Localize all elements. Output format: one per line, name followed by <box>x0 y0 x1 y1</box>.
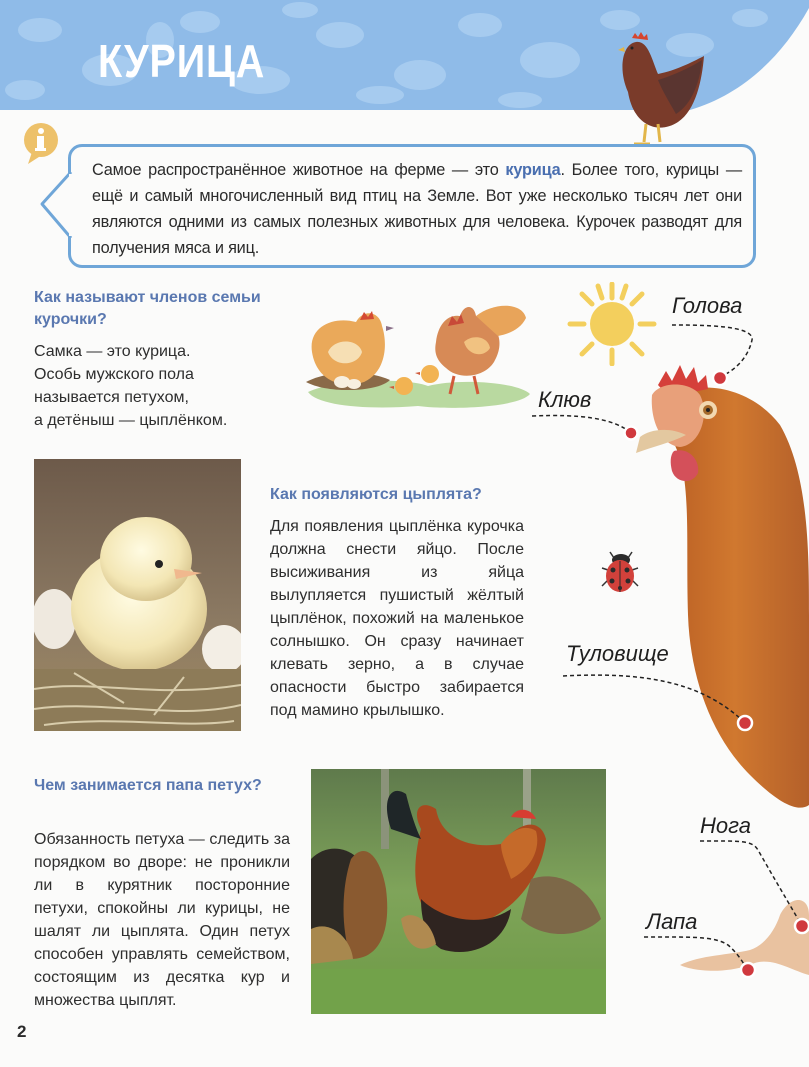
hen-photo <box>600 355 809 995</box>
body-line: называется петухом, <box>34 389 189 406</box>
callout-tail <box>38 168 78 248</box>
label-body: Туловище <box>566 641 669 666</box>
sun-icon <box>566 282 658 366</box>
page-title: КУРИЦА <box>98 35 266 87</box>
section-title-chicks-appear: Как появляются цыплята? <box>270 486 482 503</box>
label-head: Голова <box>672 293 743 318</box>
info-icon <box>22 122 60 168</box>
page-number: 2 <box>17 1022 27 1041</box>
section-title-rooster-role: Чем занимается папа петух? <box>34 777 262 794</box>
section-body-rooster-role: Обязанность петуха — следить за порядком во дворе: не проникли ли в курятник посторонние петухи, спокойны ли курицы, не шалят ли цыплята. Один петух способен управлять семейством, состоящим из десятка кур и множества цыплят. <box>34 831 290 1009</box>
chicken-family-illustration <box>298 282 534 412</box>
body-line: Самка — это курица. <box>34 343 191 360</box>
body-line: Особь мужского пола <box>34 366 194 383</box>
body-line: а детёныш — цыплёнком. <box>34 412 228 429</box>
label-leg: Нога <box>700 813 751 838</box>
intro-text-end: . Более того, курицы — ещё и самый многочисленный вид птиц на Земле. Вот уже несколько тысяч лет они являются одними из самых полезных животных для человека. Курочек разводят для получения мяса и яиц. <box>92 161 743 257</box>
label-paw: Лапа <box>646 909 698 934</box>
intro-highlight-word: курица <box>505 161 561 179</box>
rooster-and-hens-photo <box>311 769 606 1014</box>
chick-photo <box>34 459 241 731</box>
section-body-family-names <box>34 340 274 432</box>
section-title-family-names: Как называют членов семьи курочки? <box>34 289 261 328</box>
intro-text <box>92 157 742 261</box>
intro-text-start: Самое распространённое животное на ферме — это <box>92 161 506 179</box>
section-body-chicks-appear: Для появления цыплёнка курочка должна снести яйцо. После высиживания из яйца вылупляется пушистый жёлтый цыплёнок, похожий на маленькое солнышко. Он сразу начинает клевать зерно, а в случае опасности быстро забирается под мамино крылышко. <box>270 518 524 719</box>
hen-illustration <box>598 30 708 155</box>
label-beak: Клюв <box>538 387 592 412</box>
